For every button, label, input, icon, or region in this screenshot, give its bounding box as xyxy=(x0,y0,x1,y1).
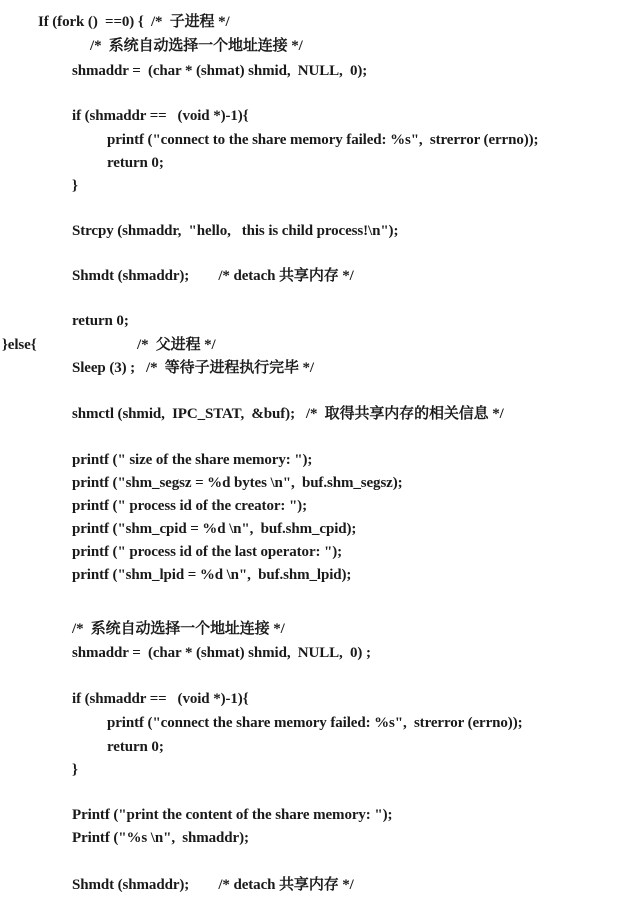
code-line: printf ("shm_cpid = %d \n", buf.shm_cpid); xyxy=(72,521,357,537)
code-line: Sleep (3) ; /* 等待子进程执行完毕 */ xyxy=(72,360,314,376)
code-line: return 0; xyxy=(107,739,164,755)
code-line: printf ("shm_segsz = %d bytes \n", buf.shm_segsz); xyxy=(72,475,403,491)
code-line: } xyxy=(72,762,78,778)
code-line: printf ("connect to the share memory failed: %s", strerror (errno)); xyxy=(107,132,539,148)
code-line: if (shmaddr == (void *)-1){ xyxy=(72,108,249,124)
code-line: If (fork () ==0) { /* 子进程 */ xyxy=(38,14,230,30)
code-line: Shmdt (shmaddr); /* detach 共享内存 */ xyxy=(72,877,354,893)
code-line: return 0; xyxy=(107,155,164,171)
code-line: printf ("connect the share memory failed: %s", strerror (errno)); xyxy=(107,715,523,731)
code-line: /* 系统自动选择一个地址连接 */ xyxy=(72,621,285,637)
code-line: Printf ("print the content of the share memory: "); xyxy=(72,807,393,823)
code-line: /* 系统自动选择一个地址连接 */ xyxy=(90,38,303,54)
code-line: Printf ("%s \n", shmaddr); xyxy=(72,830,249,846)
code-line: Shmdt (shmaddr); /* detach 共享内存 */ xyxy=(72,268,354,284)
code-line: return 0; xyxy=(72,313,129,329)
code-line: shmaddr = (char * (shmat) shmid, NULL, 0); xyxy=(72,63,368,79)
code-line: printf (" size of the share memory: "); xyxy=(72,452,313,468)
code-line: shmctl (shmid, IPC_STAT, &buf); /* 取得共享内存的相关信息 */ xyxy=(72,406,504,422)
code-line: printf ("shm_lpid = %d \n", buf.shm_lpid); xyxy=(72,567,352,583)
code-line: Strcpy (shmaddr, "hello, this is child process!\n"); xyxy=(72,223,399,239)
code-line: }else{ xyxy=(2,337,37,353)
code-line: printf (" process id of the creator: "); xyxy=(72,498,307,514)
code-line: printf (" process id of the last operator: "); xyxy=(72,544,343,560)
code-line: shmaddr = (char * (shmat) shmid, NULL, 0) ; xyxy=(72,645,371,661)
code-line: if (shmaddr == (void *)-1){ xyxy=(72,691,249,707)
code-line: } xyxy=(72,178,78,194)
code-line: /* 父进程 */ xyxy=(137,337,216,353)
